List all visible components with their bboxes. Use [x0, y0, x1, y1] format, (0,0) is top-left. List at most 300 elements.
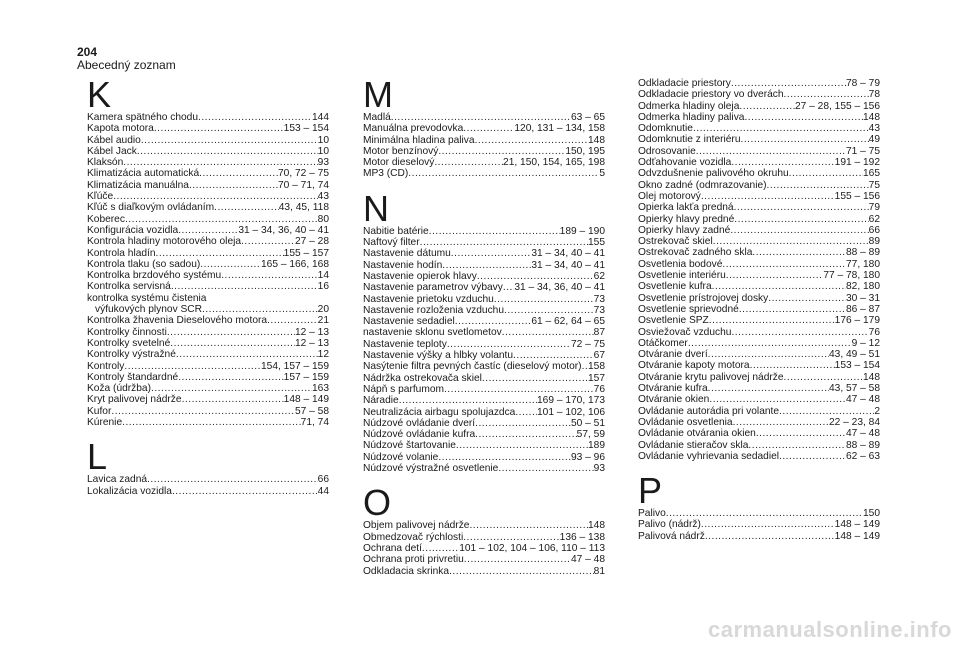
- entry-pages: 157 – 159: [283, 371, 329, 383]
- section-letter: K: [87, 74, 112, 115]
- leader-dots: [123, 157, 317, 168]
- entry-pages: 153 – 154: [283, 123, 329, 135]
- entry-name: Kontrola hladín: [87, 247, 156, 259]
- entry-pages: 47 – 48: [846, 394, 880, 406]
- leader-dots: [429, 226, 560, 237]
- index-entry: [638, 349, 880, 360]
- index-entry: [87, 135, 329, 146]
- index-section: [87, 436, 329, 497]
- entry-pages: 93 – 96: [571, 451, 605, 463]
- entry-name: Palivo: [638, 508, 666, 520]
- entry-pages: 66: [868, 224, 880, 236]
- index-entry: [638, 157, 880, 168]
- entry-name: Minimálna hladina paliva: [363, 134, 475, 146]
- leader-dots: [189, 180, 278, 191]
- entry-pages: 66: [317, 474, 329, 486]
- index-entry: [87, 248, 329, 259]
- entry-name: Naftový filter: [363, 237, 420, 249]
- entry-pages: 101 – 102, 106: [537, 406, 605, 418]
- entry-name: Kontroly: [87, 360, 125, 372]
- entry-name: Otáčkomer: [638, 337, 688, 349]
- leader-dots: [154, 123, 284, 134]
- index-entry: [87, 236, 329, 247]
- watermark: carmanualsonline.info: [708, 617, 952, 642]
- entry-pages: 43: [868, 123, 880, 135]
- entry-name: Odmerka hladiny oleja: [638, 100, 740, 112]
- index-entry: [87, 315, 329, 326]
- index-entry: [638, 270, 880, 281]
- entry-pages: 73: [593, 304, 605, 316]
- entry-name: Osvetlenie sprievodné: [638, 303, 739, 315]
- leader-dots: [712, 281, 846, 292]
- leader-dots: [182, 394, 284, 405]
- entry-pages: 189 – 190: [559, 225, 605, 237]
- entry-pages: 120, 131 – 134, 158: [514, 123, 605, 135]
- index-entry: [363, 418, 605, 429]
- entry-pages: 88 – 89: [846, 439, 880, 451]
- entry-pages: 93: [593, 463, 605, 475]
- leader-dots: [122, 417, 301, 428]
- entry-name: Motor benzínový: [363, 145, 439, 157]
- section-letter: O: [363, 482, 392, 524]
- entry-pages: 62: [593, 270, 605, 282]
- entry-pages: 43, 57 – 58: [829, 383, 880, 395]
- index-entry: [363, 327, 605, 338]
- entry-name: Klaksón: [87, 157, 124, 169]
- leader-dots: [733, 417, 829, 428]
- index-entry: [363, 384, 605, 395]
- entry-pages: 49: [868, 134, 880, 146]
- entry-name: Odrosovanie: [638, 145, 696, 157]
- index-entry: [363, 305, 605, 316]
- leader-dots: [137, 146, 318, 157]
- leader-dots: [176, 349, 318, 360]
- index-entry: [638, 281, 880, 292]
- entry-pages: 50 – 51: [571, 417, 605, 429]
- entry-pages: 169 – 170, 173: [537, 395, 605, 407]
- leader-dots: [475, 418, 571, 429]
- leader-dots: [447, 339, 571, 350]
- leader-dots: [170, 338, 295, 349]
- entry-pages: 27 – 28: [295, 236, 329, 248]
- leader-dots: [731, 78, 846, 89]
- leader-dots: [789, 168, 863, 179]
- entry-name: Opierky hlavy predné: [638, 213, 735, 225]
- index-entry: [363, 532, 605, 543]
- entry-name: Motor dieselový: [363, 157, 435, 169]
- leader-dots: [172, 486, 318, 497]
- entry-pages: 61 – 62, 64 – 65: [531, 316, 605, 328]
- index-entry: [87, 338, 329, 349]
- leader-dots: [111, 406, 295, 417]
- leader-dots: [442, 260, 531, 271]
- leader-dots: [752, 247, 846, 258]
- index-entry: [638, 134, 880, 145]
- entry-pages: 144: [312, 112, 329, 123]
- page-number: 204: [77, 45, 98, 59]
- entry-pages: 31 – 34, 40 – 41: [531, 248, 605, 260]
- index-entry: [87, 474, 329, 485]
- leader-dots: [784, 89, 869, 100]
- index-entry: [87, 394, 329, 405]
- entry-pages: 67: [593, 350, 605, 362]
- leader-dots: [451, 248, 532, 259]
- index-entry: [638, 191, 880, 202]
- entry-pages: 72 – 75: [571, 338, 605, 350]
- index-entry: [363, 339, 605, 350]
- entry-name: Otváranie krytu palivovej nádrže: [638, 371, 784, 383]
- entry-name: Nastavenie dátumu: [363, 248, 451, 260]
- index-entry: [87, 225, 329, 236]
- index-entry: [87, 112, 329, 123]
- index-entry: [363, 543, 605, 554]
- index-entry: [363, 395, 605, 406]
- entry-pages: 148: [588, 134, 605, 146]
- entry-pages: 81: [593, 565, 605, 577]
- index-section: [363, 482, 605, 577]
- entry-name: nastavenie sklonu svetlometov: [363, 327, 502, 339]
- index-entry: [638, 440, 880, 451]
- entry-pages: 165 – 166, 168: [261, 258, 329, 270]
- entry-pages: 71, 74: [300, 417, 329, 429]
- index-entry: [87, 157, 329, 168]
- entry-pages: 21: [317, 315, 329, 327]
- index-column-2: [363, 74, 605, 589]
- entry-pages: 10: [317, 145, 329, 157]
- entry-pages: 163: [312, 383, 329, 395]
- leader-dots: [391, 112, 571, 123]
- leader-dots: [701, 519, 835, 530]
- entry-name: Kontrola tlaku (so sadou): [87, 258, 201, 270]
- entry-pages: 86 – 87: [846, 303, 880, 315]
- entry-pages: 75: [868, 179, 880, 191]
- entry-name: Ovládanie stieračov skla: [638, 439, 749, 451]
- entry-name: MP3 (CD): [363, 168, 409, 180]
- entry-pages: 148 – 149: [834, 519, 880, 531]
- entry-name: Otváranie kapoty motora: [638, 360, 750, 372]
- entry-name: Odomknutie z interiéru: [638, 134, 741, 146]
- index-entry: [363, 135, 605, 146]
- leader-dots: [515, 407, 537, 418]
- entry-pages: 63 – 65: [571, 112, 605, 123]
- entry-pages: 148: [588, 520, 605, 532]
- entry-pages: 73: [593, 293, 605, 305]
- leader-dots: [767, 180, 869, 191]
- index-entry: [363, 123, 605, 134]
- index-entry: [87, 168, 329, 179]
- index-entry: [363, 237, 605, 248]
- entry-name: Klimatizácia automatická: [87, 168, 200, 180]
- index-entry: [638, 315, 880, 326]
- index-entry: [87, 180, 329, 191]
- index-entry: [87, 259, 329, 270]
- entry-pages: 89: [868, 236, 880, 248]
- leader-dots: [731, 327, 868, 338]
- leader-dots: [422, 543, 459, 554]
- entry-pages: 5: [599, 168, 605, 180]
- entry-pages: 79: [868, 202, 880, 214]
- index-entry: [87, 327, 329, 338]
- entry-pages: 22 – 23, 84: [829, 416, 880, 428]
- index-entry: [638, 89, 880, 100]
- entry-name: Núdzové ovládanie kufra: [363, 429, 476, 441]
- index-entry: [638, 146, 880, 157]
- index-column-1: [87, 74, 329, 509]
- index-entry: [363, 248, 605, 259]
- leader-dots: [666, 508, 863, 519]
- leader-dots: [739, 304, 846, 315]
- leader-dots: [693, 123, 869, 134]
- index-entry: [87, 417, 329, 428]
- leader-dots: [463, 532, 559, 543]
- index-entry: [87, 202, 329, 213]
- entry-name: Nádržka ostrekovača skiel: [363, 372, 482, 384]
- entry-name: Nastavenie hodín: [363, 259, 443, 271]
- entry-name: Opierky hlavy zadné: [638, 224, 731, 236]
- index-entry: [638, 293, 880, 304]
- index-entry: [87, 281, 329, 292]
- entry-name: Osviežovač vzduchu: [638, 326, 732, 338]
- entry-pages: 14: [317, 270, 329, 282]
- entry-name: Osvetlenie interiéru: [638, 270, 726, 282]
- entry-pages: 47 – 48: [571, 554, 605, 566]
- entry-pages: 10: [317, 134, 329, 146]
- entry-name: Opierka lakťa predná: [638, 202, 734, 214]
- entry-pages: 155 – 157: [283, 247, 329, 259]
- leader-dots: [708, 349, 829, 360]
- entry-name: Nabitie batérie: [363, 225, 429, 237]
- entry-pages: 77 – 78, 180: [823, 270, 880, 282]
- leader-dots: [741, 134, 869, 145]
- entry-name: Odmerka hladiny paliva: [638, 111, 745, 123]
- leader-dots: [475, 429, 577, 440]
- leader-dots: [713, 236, 869, 247]
- entry-pages: 21, 150, 154, 165, 198: [503, 157, 605, 169]
- entry-name: Kontrolky činnosti: [87, 326, 167, 338]
- entry-pages: 12 – 13: [295, 326, 329, 338]
- section-letter: L: [87, 436, 108, 478]
- entry-pages: 43, 49 – 51: [829, 349, 880, 361]
- leader-dots: [438, 452, 571, 463]
- entry-name: Osvetlenie ŠPZ: [638, 315, 709, 327]
- entry-pages: 101 – 102, 104 – 106, 110 – 113: [459, 542, 605, 554]
- entry-pages: 191 – 192: [834, 157, 880, 169]
- entry-pages: 93: [317, 157, 329, 169]
- index-column-3: [638, 78, 880, 554]
- entry-pages: 62 – 63: [846, 450, 880, 462]
- leader-dots: [502, 327, 594, 338]
- section-letter: M: [363, 74, 393, 115]
- entry-name: Odkladacie priestory: [638, 78, 731, 89]
- entry-name: Nastavenie sedadiel: [363, 316, 455, 328]
- entry-pages: 77, 180: [846, 258, 880, 270]
- leader-dots: [709, 315, 835, 326]
- entry-pages: 30 – 31: [846, 292, 880, 304]
- entry-name: Nastavenie teploty: [363, 338, 447, 350]
- entry-name: Ochrana detí: [363, 542, 422, 554]
- leader-dots: [469, 520, 588, 531]
- leader-dots: [734, 202, 869, 213]
- index-entry: [363, 294, 605, 305]
- leader-dots: [503, 282, 515, 293]
- entry-name: Ovládanie otvárania okien: [638, 428, 756, 440]
- index-entry: [638, 406, 880, 417]
- entry-name: Ovládanie autorádia pri volante: [638, 405, 780, 417]
- leader-dots: [199, 168, 278, 179]
- index-entry: [638, 214, 880, 225]
- leader-dots: [455, 316, 532, 327]
- entry-pages: 70, 72 – 75: [278, 168, 329, 180]
- index-entry: [363, 226, 605, 237]
- entry-pages: 31 – 34, 36, 40 – 41: [238, 224, 329, 236]
- entry-pages: 27 – 28, 155 – 156: [795, 100, 880, 112]
- index-entry: [363, 168, 605, 179]
- index-entry: [363, 463, 605, 474]
- entry-name: Ovládanie vyhrievania sedadiel: [638, 450, 780, 462]
- leader-dots: [171, 281, 318, 292]
- entry-name: Manuálna prevodovka: [363, 123, 464, 135]
- entry-pages: 43, 45, 118: [278, 202, 329, 214]
- entry-pages: 158: [588, 361, 605, 373]
- entry-name: Lokalizácia vozidla: [87, 485, 172, 497]
- entry-pages: 2: [874, 405, 880, 417]
- index-entry: [638, 428, 880, 439]
- index-entry: [638, 259, 880, 270]
- entry-pages: 148 – 149: [834, 530, 880, 542]
- index-entry: [363, 452, 605, 463]
- entry-pages: 155 – 156: [834, 190, 880, 202]
- leader-dots: [708, 383, 829, 394]
- entry-name: Kľúč s diaľkovým ovládaním: [87, 202, 215, 214]
- entry-name: Nastavenie opierok hlavy: [363, 270, 477, 282]
- index-entry: [363, 282, 605, 293]
- leader-dots: [768, 293, 846, 304]
- entry-name: Odkladacie priestory vo dverách: [638, 89, 784, 101]
- entry-name: Otváranie dverí: [638, 349, 708, 361]
- index-entry: [363, 440, 605, 451]
- index-entry: [87, 123, 329, 134]
- index-entry: [638, 372, 880, 383]
- entry-name: Koža (údržba): [87, 383, 151, 395]
- index-entry: [638, 394, 880, 405]
- leader-dots: [494, 294, 594, 305]
- index-entry: [363, 361, 605, 372]
- leader-dots: [147, 474, 318, 485]
- leader-dots: [688, 338, 852, 349]
- entry-name: Odťahovanie vozidla: [638, 157, 732, 169]
- index-entry: [638, 202, 880, 213]
- index-entry: [87, 191, 329, 202]
- entry-pages: 165: [863, 168, 880, 180]
- entry-pages: 136 – 138: [559, 531, 605, 543]
- index-entry: [638, 180, 880, 191]
- entry-name: Kapota motora: [87, 123, 154, 135]
- entry-pages: 154, 157 – 159: [261, 360, 329, 372]
- entry-name: Núdzové štartovanie: [363, 440, 456, 452]
- entry-name: Madlá: [363, 112, 391, 123]
- entry-name: kontrolka systému čistenia: [87, 292, 207, 304]
- entry-name: Okno zadné (odmrazovanie): [638, 179, 767, 191]
- entry-pages: 44: [317, 485, 329, 497]
- entry-name: Kontroly štandardné: [87, 371, 179, 383]
- index-entry: [638, 383, 880, 394]
- index-entry: [87, 372, 329, 383]
- leader-dots: [449, 566, 594, 577]
- leader-dots: [202, 304, 318, 315]
- entry-pages: 150, 195: [565, 145, 605, 157]
- entry-name: Náradie: [363, 395, 399, 407]
- entry-pages: 71 – 75: [846, 145, 880, 157]
- entry-pages: 153 – 154: [834, 360, 880, 372]
- leader-dots: [513, 350, 594, 361]
- section-letter: P: [638, 470, 663, 512]
- leader-dots: [438, 146, 565, 157]
- entry-pages: 31 – 34, 40 – 41: [531, 259, 605, 271]
- entry-pages: 148: [863, 371, 880, 383]
- entry-name: Odvzdušnenie palivového okruhu: [638, 168, 789, 180]
- entry-name: Ochrana proti privretiu: [363, 554, 464, 566]
- entry-pages: 20: [317, 304, 329, 316]
- index-entry: [638, 236, 880, 247]
- leader-dots: [696, 146, 846, 157]
- index-entry: [87, 383, 329, 394]
- index-entry: [638, 531, 880, 542]
- leader-dots: [750, 360, 835, 371]
- entry-name: Kontrola hladiny motorového oleja: [87, 236, 242, 248]
- index-entry: [638, 78, 880, 89]
- index-entry: [638, 112, 880, 123]
- index-entry: [638, 451, 880, 462]
- entry-pages: 70 – 71, 74: [278, 179, 329, 191]
- entry-name: výfukových plynov SCR: [95, 304, 203, 316]
- leader-dots: [167, 327, 295, 338]
- leader-dots: [463, 123, 514, 134]
- leader-dots: [141, 135, 318, 146]
- leader-dots: [705, 531, 835, 542]
- entry-name: Kábel Jack: [87, 145, 137, 157]
- index-entry: [87, 406, 329, 417]
- index-entry: [87, 214, 329, 225]
- leader-dots: [779, 406, 874, 417]
- leader-dots: [214, 202, 279, 213]
- leader-dots: [464, 554, 571, 565]
- entry-pages: 148: [863, 111, 880, 123]
- index-entry: [363, 350, 605, 361]
- leader-dots: [156, 248, 284, 259]
- index-entry: [363, 316, 605, 327]
- entry-name: Konfigurácia vozidla: [87, 224, 179, 236]
- leader-dots: [784, 372, 863, 383]
- index-entry: [87, 146, 329, 157]
- leader-dots: [498, 463, 593, 474]
- leader-dots: [124, 361, 261, 372]
- index-section: [87, 74, 329, 429]
- leader-dots: [477, 271, 594, 282]
- index-entry: [638, 225, 880, 236]
- index-entry: [638, 327, 880, 338]
- index-entry: [87, 349, 329, 360]
- entry-name: Osvetlenie kufra: [638, 281, 712, 293]
- index-entry: [638, 168, 880, 179]
- leader-dots: [221, 270, 317, 281]
- section-letter: N: [363, 187, 389, 229]
- entry-name: Kufor: [87, 405, 112, 417]
- index-entry: [638, 304, 880, 315]
- leader-dots: [475, 135, 588, 146]
- entry-pages: 76: [593, 383, 605, 395]
- leader-dots: [408, 168, 599, 179]
- leader-dots: [178, 225, 238, 236]
